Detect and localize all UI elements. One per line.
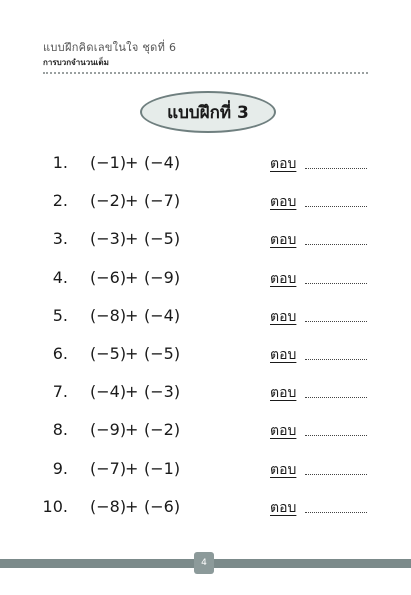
problem-first-term: (−2) [90,191,127,211]
problem-number: 3. [52,229,68,249]
problem-operator: + [125,229,139,249]
problem-operator: + [125,305,139,325]
problem-row [0,420,411,444]
problem-operator: + [125,496,139,516]
answer-blank[interactable] [305,206,367,207]
problem-second-term: (−2) [144,420,181,440]
problem-second-term: (−6) [144,496,181,516]
problem-first-term: (−3) [90,229,127,249]
problem-row [0,229,411,253]
problem-number: 6. [52,344,68,363]
answer-label: ตอบ [270,308,297,325]
exercise-title-badge [140,91,276,133]
problem-second-term: (−5) [144,229,181,249]
problem-first-term: (−5) [90,344,127,363]
problem-first-term: (−7) [90,458,127,478]
problem-second-term: (−5) [144,344,181,363]
problem-operator: + [125,458,139,478]
answer-label: ตอบ [270,156,297,172]
answer-blank[interactable] [305,512,367,513]
problem-operator: + [125,344,139,363]
problem-operator: + [125,153,139,172]
answer-blank[interactable] [305,168,367,169]
problem-first-term: (−6) [90,267,127,287]
problem-number: 7. [52,382,68,402]
problem-second-term: (−7) [144,191,181,211]
answer-blank[interactable] [305,397,367,398]
answer-label: ตอบ [270,232,297,249]
problem-operator: + [125,267,139,287]
problem-number: 1. [52,153,68,172]
problem-first-term: (−8) [90,305,127,325]
problem-number: 8. [52,420,68,440]
answer-blank[interactable] [305,321,367,322]
answer-label: ตอบ [270,499,297,516]
problem-second-term: (−3) [144,382,181,402]
problem-first-term: (−9) [90,420,127,440]
problem-number: 10. [42,496,68,516]
header-title: แบบฝึกคิดเลขในใจ ชุดที่ 6 [43,41,177,54]
problem-row [0,191,411,215]
answer-label: ตอบ [270,385,297,402]
answer-blank[interactable] [305,283,367,284]
problem-second-term: (−1) [144,458,181,478]
answer-label: ตอบ [270,194,297,211]
problem-first-term: (−1) [90,153,127,172]
answer-label: ตอบ [270,423,297,440]
answer-label: ตอบ [270,461,297,478]
answer-label: ตอบ [270,347,297,363]
problem-row [0,382,411,406]
answer-blank[interactable] [305,474,367,475]
answer-label: ตอบ [270,270,297,287]
problem-row [0,497,411,521]
problem-operator: + [125,191,139,211]
problem-operator: + [125,420,139,440]
problem-second-term: (−4) [144,153,181,172]
problem-number: 2. [52,191,68,211]
page-number: 4 [194,552,214,574]
problem-row [0,344,411,368]
problem-row [0,153,411,177]
problem-first-term: (−4) [90,382,127,402]
header-subtitle: การบวกจำนวนเต็ม [43,58,109,67]
answer-blank[interactable] [305,435,367,436]
problem-operator: + [125,382,139,402]
problem-second-term: (−9) [144,267,181,287]
problem-row [0,268,411,292]
problem-first-term: (−8) [90,496,127,516]
problem-number: 9. [52,458,68,478]
problem-row [0,459,411,483]
problem-number: 5. [52,305,68,325]
dotted-divider [43,72,368,74]
problem-second-term: (−4) [144,305,181,325]
problem-number: 4. [52,267,68,287]
exercise-title: แบบฝึกที่ 3 [167,102,249,123]
answer-blank[interactable] [305,244,367,245]
answer-blank[interactable] [305,359,367,360]
problem-row [0,306,411,330]
